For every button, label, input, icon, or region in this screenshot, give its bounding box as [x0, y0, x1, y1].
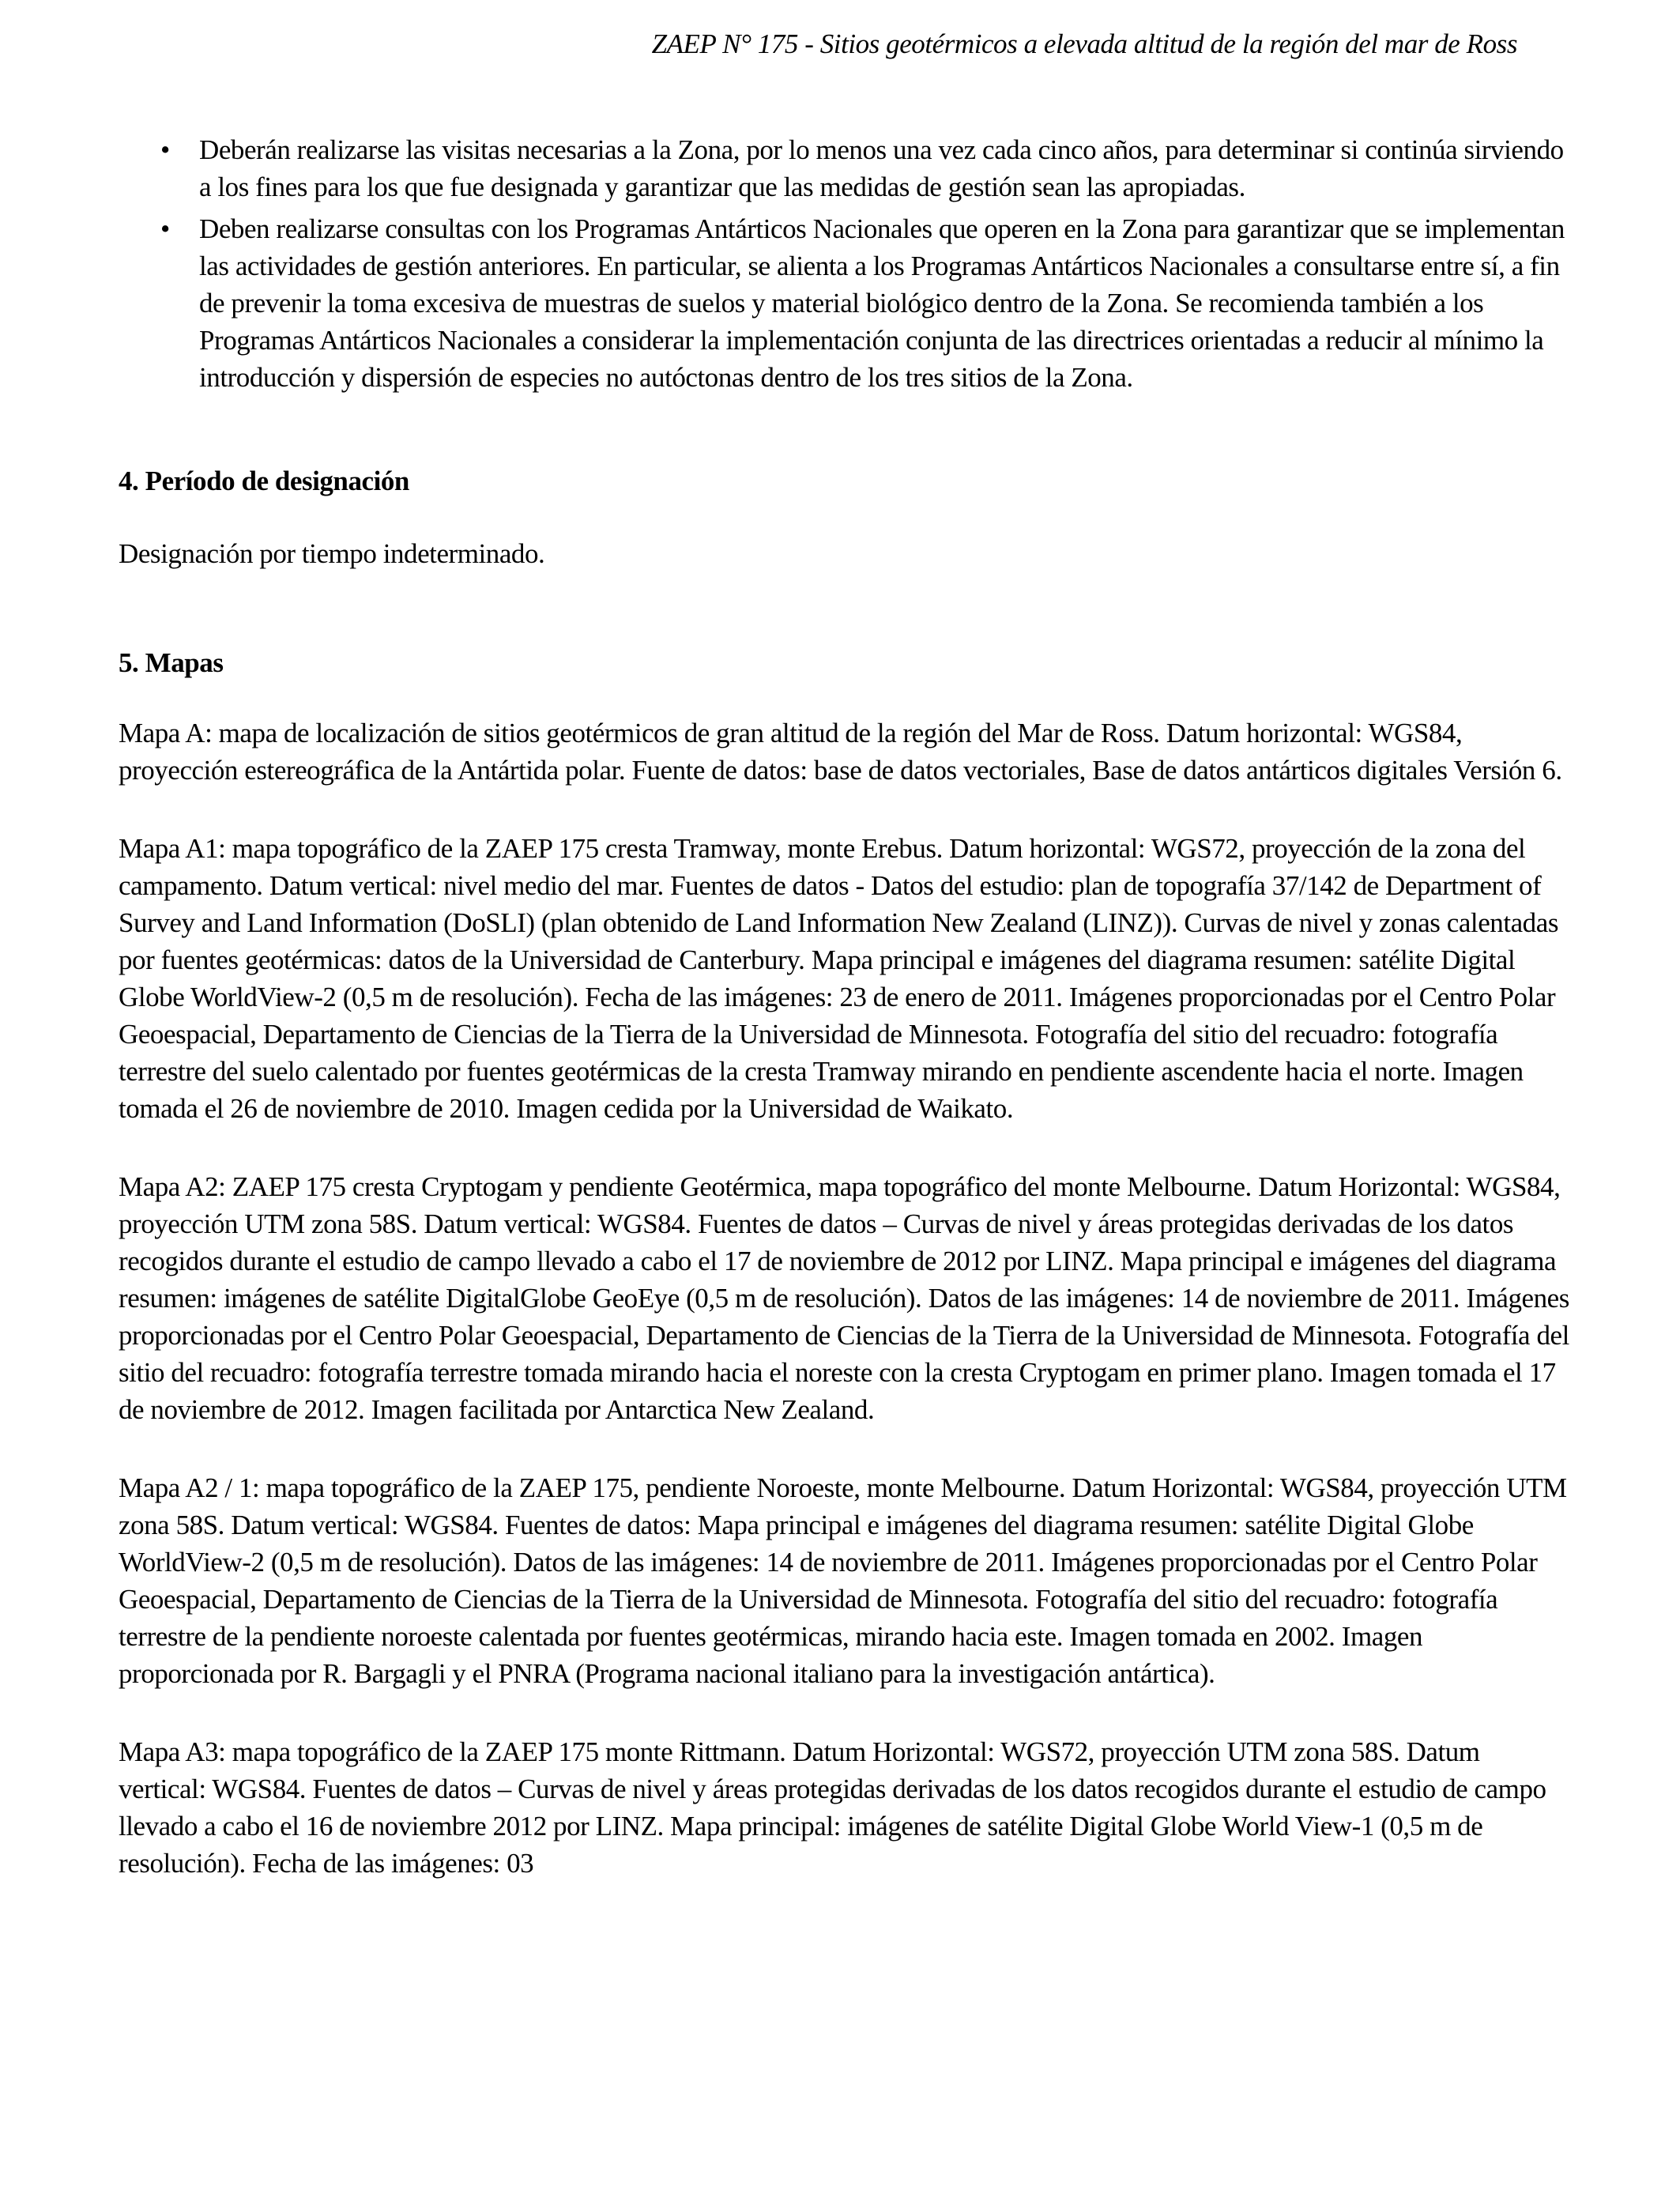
map-a-description: Mapa A: mapa de localización de sitios geotérmicos de gran altitud de la región del Mar de Ross. Datum horizontal: WGS84, proyección estereográfica de la Antártida polar. Fuente de datos: base de datos vectoriales, Base de datos antárticos digitales Versión 6. [119, 718, 1562, 786]
designation-period-text: Designación por tiempo indeterminado. [119, 538, 545, 569]
map-a2-description: Mapa A2: ZAEP 175 cresta Cryptogam y pendiente Geotérmica, mapa topográfico del monte Melbourne. Datum Horizontal: WGS84, proyección UTM zona 58S. Datum vertical: WGS84. Fuentes de datos – Curvas de nivel y áreas protegidas derivadas de los datos recogidos durante el estudio de campo llevado a cabo el 17 de noviembre de 2012 por LINZ. Mapa principal e imágenes del diagrama resumen: imágenes de satélite DigitalGlobe GeoEye (0,5 m de resolución). Datos de las imágenes: 14 de noviembre de 2011. Imágenes proporcionadas por el Centro Polar Geoespacial, Departamento de Ciencias de la Tierra de la Universidad de Minnesota. Fotografía del sitio del recuadro: fotografía terrestre tomada mirando hacia el noreste con la cresta Cryptogam en primer plano. Imagen tomada el 17 de noviembre de 2012. Imagen facilitada por Antarctica New Zealand. [119, 1171, 1569, 1425]
document-body [119, 131, 1573, 1882]
running-header: ZAEP N° 175 - Sitios geotérmicos a elevada altitud de la región del mar de Ross [651, 28, 1517, 59]
map-a2-1-description: Mapa A2 / 1: mapa topográfico de la ZAEP 175, pendiente Noroeste, monte Melbourne. Datum Horizontal: WGS84, proyección UTM zona 58S. Datum vertical: WGS84. Fuentes de datos: Mapa principal e imágenes del diagrama resumen: satélite Digital Globe WorldView-2 (0,5 m de resolución). Datos de las imágenes: 14 de noviembre de 2011. Imágenes proporcionadas por el Centro Polar Geoespacial, Departamento de Ciencias de la Tierra de la Universidad de Minnesota. Fotografía del sitio del recuadro: fotografía terrestre de la pendiente noroeste calentada por fuentes geotérmicas, mirando hacia este. Imagen tomada en 2002. Imagen proporcionada por R. Bargagli y el PNRA (Programa nacional italiano para la investigación antártica). [119, 1472, 1567, 1689]
section-heading-designation-period: 4. Período de designación [119, 466, 409, 496]
section-heading-maps: 5. Mapas [119, 647, 224, 678]
map-a3-description: Mapa A3: mapa topográfico de la ZAEP 175 monte Rittmann. Datum Horizontal: WGS72, proyección UTM zona 58S. Datum vertical: WGS84. Fuentes de datos – Curvas de nivel y áreas protegidas derivadas de los datos recogidos durante el estudio de campo llevado a cabo el 16 de noviembre 2012 por LINZ. Mapa principal: imágenes de satélite Digital Globe World View-1 (0,5 m de resolución). Fecha de las imágenes: 03 [119, 1736, 1546, 1879]
bullet-item-visits: • Deberán realizarse las visitas necesarias a la Zona, por lo menos una vez cada cinco años, para determinar si continúa sirviendo a los fines para los que fue designada y garantizar que las medidas de gestión sean las apropiadas. [119, 131, 1573, 205]
map-a1-description: Mapa A1: mapa topográfico de la ZAEP 175 cresta Tramway, monte Erebus. Datum horizontal: WGS72, proyección de la zona del campamento. Datum vertical: nivel medio del mar. Fuentes de datos - Datos del estudio: plan de topografía 37/142 de Department of Survey and Land Information (DoSLI) (plan obtenido de Land Information New Zealand (LINZ)). Curvas de nivel y zonas calentadas por fuentes geotérmicas: datos de la Universidad de Canterbury. Mapa principal e imágenes del diagrama resumen: satélite Digital Globe WorldView-2 (0,5 m de resolución). Fecha de las imágenes: 23 de enero de 2011. Imágenes proporcionadas por el Centro Polar Geoespacial, Departamento de Ciencias de la Tierra de la Universidad de Minnesota. Fotografía del sitio del recuadro: fotografía terrestre del suelo calentado por fuentes geotérmicas de la cresta Tramway mirando en pendiente ascendente hacia el norte. Imagen tomada el 26 de noviembre de 2010. Imagen cedida por la Universidad de Waikato. [119, 833, 1558, 1124]
management-bullet-list [119, 131, 1573, 396]
bullet-item-consultations: • Deben realizarse consultas con los Programas Antárticos Nacionales que operen en la Zona para garantizar que se implementan las actividades de gestión anteriores. En particular, se alienta a los Programas Antárticos Nacionales a consultarse entre sí, a fin de prevenir la toma excesiva de muestras de suelos y material biológico dentro de la Zona. Se recomienda también a los Programas Antárticos Nacionales a considerar la implementación conjunta de las directrices orientadas a reducir al mínimo la introducción y dispersión de especies no autóctonas dentro de los tres sitios de la Zona. [119, 210, 1573, 396]
